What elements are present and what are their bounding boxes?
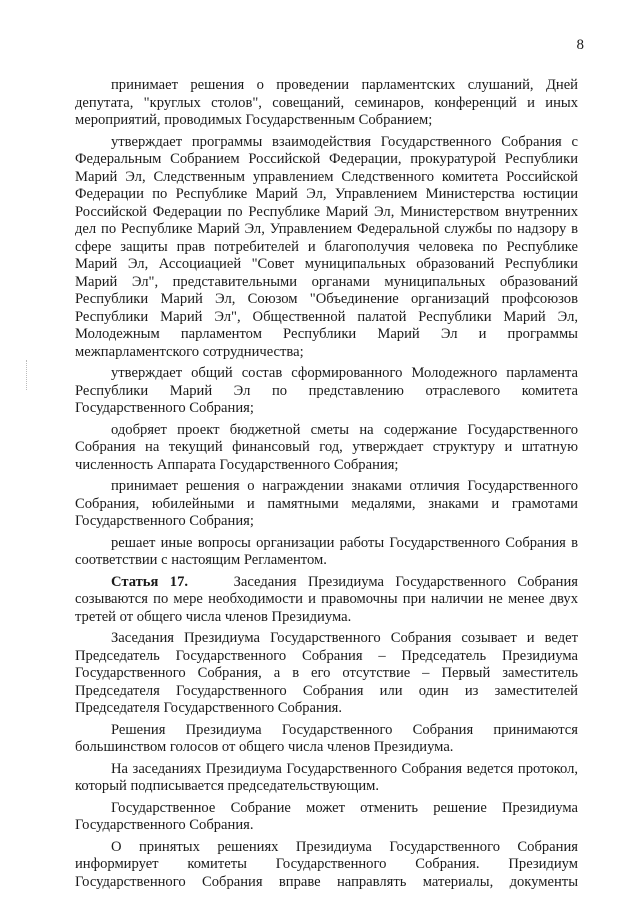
article-heading: Статья 17. <box>111 573 189 590</box>
paragraph-protocol: На заседаниях Президиума Государственного Собрания ведется протокол, который подписывается председательствующим. <box>75 760 578 794</box>
paragraph-inform-committees: О принятых решениях Президиума Государственного Собрания информирует комитеты Государственного Собрания. Президиум Государственного Собрания вправе направлять материалы, документы <box>75 838 578 890</box>
page-number: 8 <box>576 37 584 53</box>
paragraph-awards: принимает решения о награждении знаками отличия Государственного Собрания, юбилейными и памятными медалями, знаками и грамотами Государственного Собрания; <box>75 478 578 529</box>
margin-mark <box>26 360 28 390</box>
paragraph-sessions-chair: Заседания Президиума Государственного Собрания созывает и ведет Председатель Государственного Собрания – Председатель Президиума Государственного Собрания, а в его отсутствие – Первый заместитель Председателя Государственного Собрания или один из заместителей Председателя Государственного Собрания. <box>75 630 578 716</box>
document-body <box>75 77 578 891</box>
paragraph-public-hearings: принимает решения о проведении парламентских слушаний, Дней депутата, "круглых столов", совещаний, семинаров, конференций и иных мероприятий, проводимых Государственным Собранием; <box>75 77 578 128</box>
paragraph-youth-parliament: утверждает общий состав сформированного Молодежного парламента Республики Марий Эл по представлению отраслевого комитета Государственного Собрания; <box>75 365 578 416</box>
paragraph-cooperation-programs: утверждает программы взаимодействия Государственного Собрания с Федеральным Собранием Российской Федерации, прокуратурой Республики Марий Эл, Следственным управлением Следственного комитета Российской Федерации по Республике Марий Эл, Управлением Министерства юстиции Российской Федерации по Республике Марий Эл, Министерством внутренних дел по Республике Марий Эл, Управлением Федеральной службы по надзору в сфере защиты прав потребителей и благополучия человека по Республике Марий Эл, Ассоциацией "Совет муниципальных образований Республики Марий Эл", представительными органами муниципальных образований Республики Марий Эл, Союзом "Объединение организаций профсоюзов Республики Марий Эл", Общественной палатой Республики Марий Эл, Молодежным парламентом Республики Марий Эл и программы межпарламентского сотрудничества; <box>75 133 578 360</box>
paragraph-other-matters: решает иные вопросы организации работы Государственного Собрания в соответствии с настоящим Регламентом. <box>75 534 578 568</box>
paragraph-cancel-decision: Государственное Собрание может отменить решение Президиума Государственного Собрания. <box>75 799 578 833</box>
article-17-paragraph <box>75 574 578 627</box>
paragraph-decisions: Решения Президиума Государственного Собрания принимаются большинством голосов от общего числа членов Президиума. <box>75 721 578 755</box>
article-text: Заседания Президиума Государственного Собрания созываются по мере необходимости и правомочны при наличии не менее двух третей от общего числа членов Президиума. <box>75 573 578 625</box>
paragraph-budget-estimate: одобряет проект бюджетной сметы на содержание Государственного Собрания на текущий финансовый год, утверждает структуру и штатную численность Аппарата Государственного Собрания; <box>75 421 578 473</box>
